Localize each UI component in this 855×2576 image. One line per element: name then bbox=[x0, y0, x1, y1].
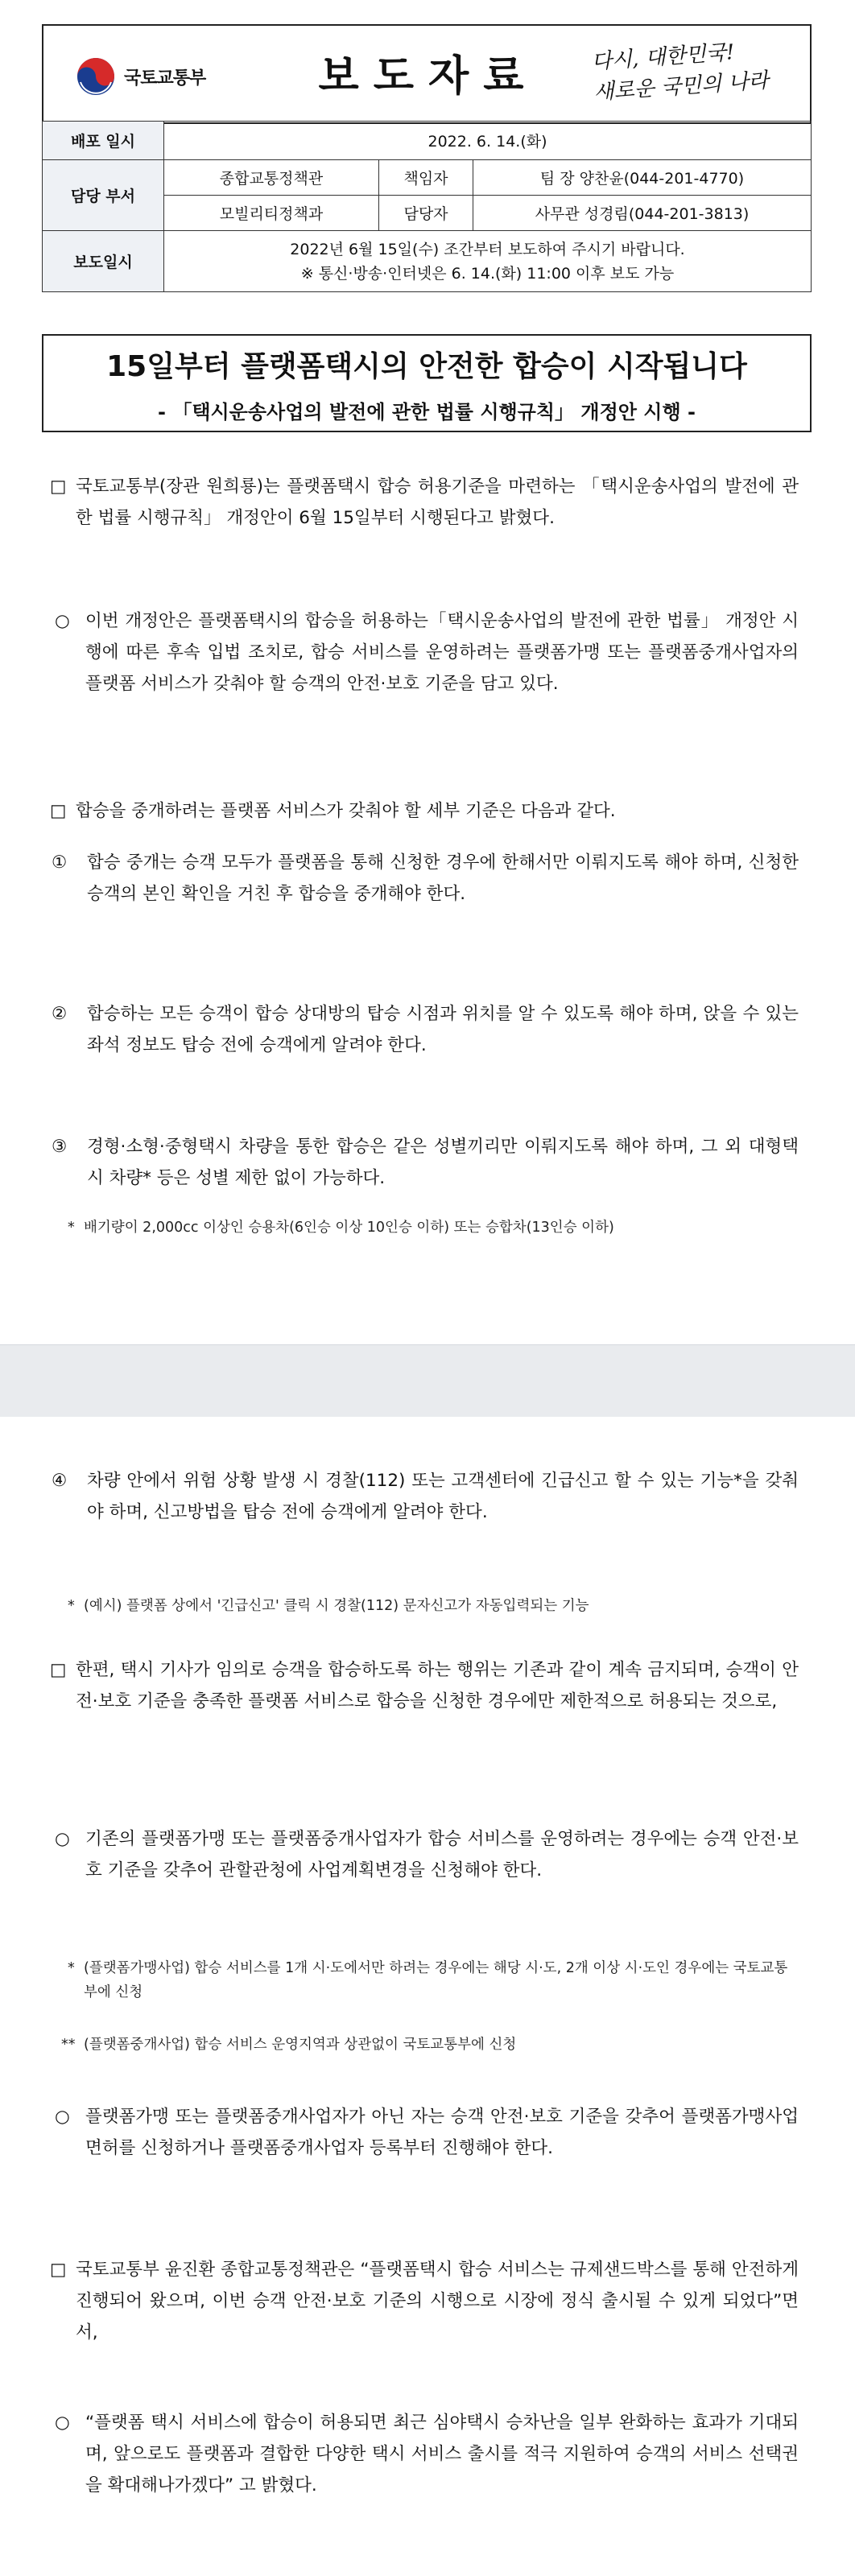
release-date-value: 2022. 6. 14.(화) bbox=[164, 122, 812, 160]
paragraph-11 bbox=[50, 2254, 799, 2348]
page-2 bbox=[0, 1417, 855, 2576]
double-asterisk-marker: ** bbox=[61, 2037, 76, 2053]
press-release-header bbox=[42, 24, 812, 124]
press-release-title: 보도자료 bbox=[318, 52, 539, 101]
paragraph-5 bbox=[50, 998, 799, 1061]
release-date-label: 배포 일시 bbox=[43, 122, 164, 160]
dept-2: 모빌리티정책과 bbox=[164, 196, 379, 231]
footnote-3 bbox=[68, 1956, 800, 2004]
footnote-2 bbox=[68, 1594, 800, 1618]
paragraph-text: 합승하는 모든 승객이 합승 상대방의 탑승 시점과 위치를 알 수 있도록 해야 하며, 앉을 수 있는 좌석 정보도 탑승 전에 승객에게 알려야 한다. bbox=[87, 1004, 799, 1055]
paragraph-12 bbox=[50, 2407, 799, 2501]
asterisk-marker: * bbox=[68, 1220, 75, 1236]
contact-2: 사무관 성경림(044-201-3813) bbox=[473, 196, 812, 231]
footnote-4 bbox=[61, 2033, 800, 2057]
paragraph-9 bbox=[50, 1823, 799, 1886]
square-bullet: □ bbox=[50, 1660, 67, 1680]
number-3-bullet: ③ bbox=[52, 1137, 68, 1157]
headline-box bbox=[42, 334, 812, 432]
circle-bullet: ○ bbox=[55, 611, 70, 631]
asterisk-marker: * bbox=[68, 1960, 75, 1976]
footnote-text: (예시) 플랫폼 상에서 '긴급신고' 클릭 시 경찰(112) 문자신고가 자동입력되는 기능 bbox=[84, 1598, 589, 1614]
dept-label: 담당 부서 bbox=[43, 160, 164, 231]
paragraph-text: 국토교통부 윤진환 종합교통정책관은 “플랫폼택시 합승 서비스는 규제샌드박스를 통해 안전하게 진행되어 왔으며, 이번 승객 안전·보호 기준의 시행으로 시장에 정식 출시될 수 있게 되었다”면서, bbox=[76, 2260, 799, 2343]
paragraph-text: 이번 개정안은 플랫폼택시의 합승을 허용하는「택시운송사업의 발전에 관한 법률」 개정안 시행에 따른 후속 입법 조치로, 합승 서비스를 운영하려는 플랫폼가맹 또는 플랫폼중개사업자의 플랫폼 서비스가 갖춰야 할 승객의 안전·보호 기준을 담고 있다. bbox=[85, 611, 799, 694]
headline-subtitle: - 「택시운송사업의 발전에 관한 법률 시행규칙」 개정안 시행 - bbox=[158, 401, 696, 423]
embargo-notice bbox=[164, 231, 812, 292]
paragraph-8 bbox=[50, 1654, 799, 1717]
square-bullet: □ bbox=[50, 477, 67, 497]
footnote-text: 배기량이 2,000cc 이상인 승용차(6인승 이상 10인승 이하) 또는 승합차(13인승 이하) bbox=[84, 1220, 614, 1236]
circle-bullet: ○ bbox=[55, 2413, 70, 2433]
number-1-bullet: ① bbox=[52, 852, 68, 873]
paragraph-text: 플랫폼가맹 또는 플랫폼중개사업자가 아닌 자는 승객 안전·보호 기준을 갖추어 플랫폼가맹사업 면허를 신청하거나 플랫폼중개사업자 등록부터 진행해야 한다. bbox=[85, 2107, 799, 2158]
paragraph-text: 국토교통부(장관 원희룡)는 플랫폼택시 합승 허용기준을 마련하는 「택시운송사업의 발전에 관한 법률 시행규칙」 개정안이 6월 15일부터 시행된다고 밝혔다. bbox=[76, 477, 799, 528]
paragraph-text: 한편, 택시 기사가 임의로 승객을 합승하도록 하는 행위는 기존과 같이 계속 금지되며, 승객이 안전·보호 기준을 충족한 플랫폼 서비스로 합승을 신청한 경우에만 제한적으로 허용되는 것으로, bbox=[76, 1660, 799, 1711]
circle-bullet: ○ bbox=[55, 1829, 70, 1849]
paragraph-text: 경형·소형·중형택시 차량을 통한 합승은 같은 성별끼리만 이뤄지도록 해야 하며, 그 외 대형택시 차량* 등은 성별 제한 없이 가능하다. bbox=[87, 1137, 799, 1188]
paragraph-1 bbox=[50, 471, 799, 534]
paragraph-text: 차량 안에서 위험 상황 발생 시 경찰(112) 또는 고객센터에 긴급신고 할 수 있는 기능*을 갖춰야 하며, 신고방법을 탑승 전에 승객에게 알려야 한다. bbox=[87, 1471, 799, 1522]
paragraph-4 bbox=[50, 847, 799, 910]
paragraph-10 bbox=[50, 2101, 799, 2164]
circle-bullet: ○ bbox=[55, 2107, 70, 2127]
release-info-table bbox=[42, 121, 812, 292]
paragraph-text: 기존의 플랫폼가맹 또는 플랫폼중개사업자가 합승 서비스를 운영하려는 경우에는 승객 안전·보호 기준을 갖추어 관할관청에 사업계획변경을 신청해야 한다. bbox=[85, 1829, 799, 1880]
paragraph-text: 합승을 중개하려는 플랫폼 서비스가 갖춰야 할 세부 기준은 다음과 같다. bbox=[76, 801, 616, 821]
square-bullet: □ bbox=[50, 801, 67, 821]
number-2-bullet: ② bbox=[52, 1004, 68, 1024]
embargo-label: 보도일시 bbox=[43, 231, 164, 292]
number-4-bullet: ④ bbox=[52, 1471, 68, 1491]
embargo-line-2: ※ 통신·방송·인터넷은 6. 14.(화) 11:00 이후 보도 가능 bbox=[300, 264, 675, 283]
page-separator bbox=[0, 1344, 855, 1418]
paragraph-6 bbox=[50, 1131, 799, 1194]
footnote-1 bbox=[68, 1216, 800, 1240]
footnote-text: (플랫폼중개사업) 합승 서비스 운영지역과 상관없이 국토교통부에 신청 bbox=[84, 2037, 517, 2053]
paragraph-3 bbox=[50, 795, 799, 827]
paragraph-text: 합승 중개는 승객 모두가 플랫폼을 통해 신청한 경우에 한해서만 이뤄지도록 해야 하며, 신청한 승객의 본인 확인을 거친 후 합승을 중개해야 한다. bbox=[87, 852, 799, 904]
contact-1: 팀 장 양찬윤(044-201-4770) bbox=[473, 160, 812, 196]
ministry-name: 국토교통부 bbox=[124, 68, 206, 89]
role-1: 책임자 bbox=[379, 160, 473, 196]
dept-1: 종합교통정책관 bbox=[164, 160, 379, 196]
paragraph-7 bbox=[50, 1465, 799, 1528]
slogan-line-1: 다시, 대한민국! bbox=[590, 40, 736, 75]
footnote-text: (플랫폼가맹사업) 합승 서비스를 1개 시·도에서만 하려는 경우에는 해당 시·도, 2개 이상 시·도인 경우에는 국토교통부에 신청 bbox=[84, 1960, 788, 2000]
embargo-line-1: 2022년 6월 15일(수) 조간부터 보도하여 주시기 바랍니다. bbox=[290, 240, 685, 258]
paragraph-text: “플랫폼 택시 서비스에 합승이 허용되면 최근 심야택시 승차난을 일부 완화하는 효과가 기대되며, 앞으로도 플랫폼과 결합한 다양한 택시 서비스 출시를 적극 지원하여 승객의 서비스 선택권을 확대해나가겠다” 고 밝혔다. bbox=[85, 2413, 799, 2496]
role-2: 담당자 bbox=[379, 196, 473, 231]
paragraph-2 bbox=[50, 605, 799, 700]
headline-title: 15일부터 플랫폼택시의 안전한 합승이 시작됩니다 bbox=[106, 350, 747, 383]
slogan-line-2: 새로운 국민의 나라 bbox=[593, 68, 770, 105]
asterisk-marker: * bbox=[68, 1598, 75, 1614]
square-bullet: □ bbox=[50, 2260, 67, 2280]
